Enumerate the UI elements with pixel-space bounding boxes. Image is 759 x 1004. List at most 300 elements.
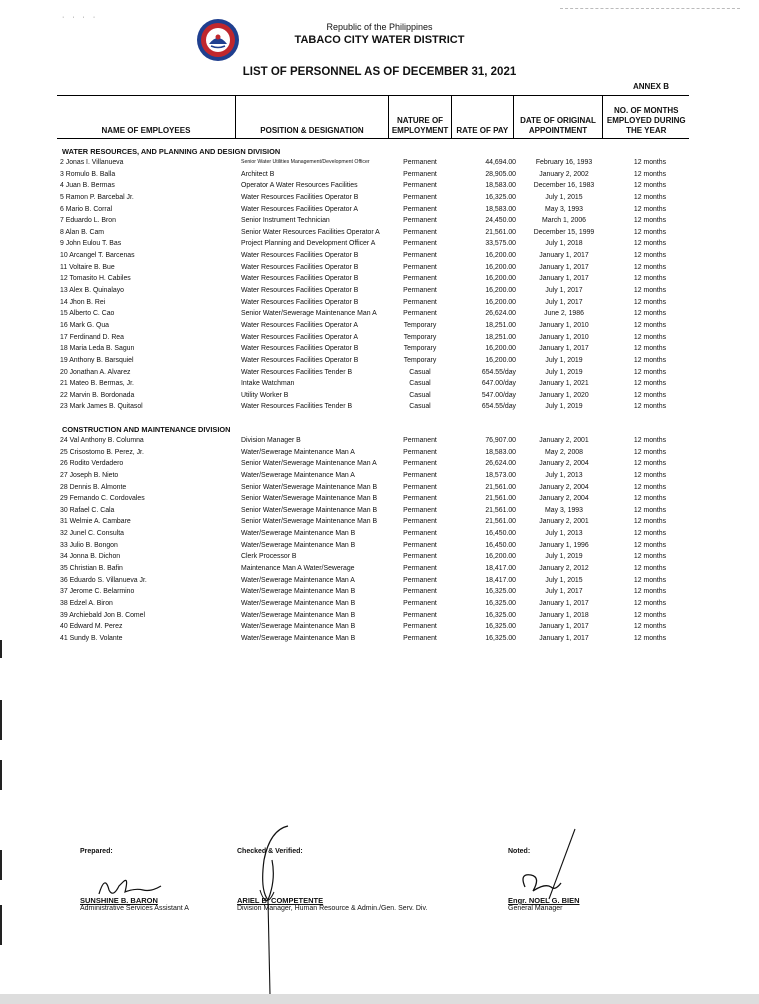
rate-of-pay: 18,251.00 (485, 333, 516, 341)
months-employed: 12 months (633, 321, 667, 329)
original-appointment-date: December 15, 1999 (533, 228, 595, 236)
months-employed: 12 months (633, 391, 667, 399)
months-employed: 12 months (633, 588, 667, 596)
nature-of-employment: Permanent (403, 541, 437, 549)
table-row (60, 169, 690, 181)
employee-name: 29 Fernando C. Cordovales (60, 495, 145, 503)
rate-of-pay: 647.00/day (481, 380, 516, 388)
months-employed: 12 months (633, 228, 667, 236)
nature-of-employment: Permanent (403, 483, 437, 491)
position-designation: Water Resources Facilities Tender B (241, 403, 353, 411)
col-header-position: POSITION & DESIGNATION (235, 95, 388, 139)
rate-of-pay: 18,417.00 (485, 565, 516, 573)
rate-of-pay: 16,200.00 (485, 275, 516, 283)
months-employed: 12 months (633, 518, 667, 526)
employee-name: 9 John Eulou T. Bas (60, 240, 122, 248)
employee-name: 3 Romulo B. Balla (60, 170, 116, 178)
original-appointment-date: July 1, 2017 (545, 287, 583, 295)
rate-of-pay: 16,325.00 (485, 611, 516, 619)
table-row (60, 540, 690, 552)
table-row (60, 621, 690, 633)
rate-of-pay: 21,561.00 (485, 518, 516, 526)
position-designation: Water Resources Facilities Operator B (241, 263, 359, 271)
table-row (60, 308, 690, 320)
months-employed: 12 months (633, 553, 667, 561)
position-designation: Water Resources Facilities Operator B (241, 356, 359, 364)
rate-of-pay: 28,905.00 (485, 170, 516, 178)
months-employed: 12 months (633, 205, 667, 213)
republic-label: Republic of the Philippines (326, 22, 433, 32)
months-employed: 12 months (633, 495, 667, 503)
rate-of-pay: 16,200.00 (485, 252, 516, 260)
original-appointment-date: January 2, 2001 (539, 518, 589, 526)
nature-of-employment: Permanent (403, 170, 437, 178)
employee-name: 38 Edzel A. Biron (60, 599, 113, 607)
nature-of-employment: Permanent (403, 495, 437, 503)
position-designation: Senior Water/Sewerage Maintenance Man B (241, 506, 378, 514)
original-appointment-date: July 1, 2019 (545, 403, 583, 411)
nature-of-employment: Permanent (403, 506, 437, 514)
months-employed: 12 months (633, 506, 667, 514)
nature-of-employment: Permanent (403, 240, 437, 248)
position-designation: Architect B (241, 170, 275, 178)
scan-specks: · · · · (62, 14, 99, 21)
original-appointment-date: January 2, 2012 (539, 565, 589, 573)
months-employed: 12 months (633, 240, 667, 248)
rate-of-pay: 18,583.00 (485, 182, 516, 190)
rate-of-pay: 21,561.00 (485, 495, 516, 503)
nature-of-employment: Permanent (403, 159, 437, 166)
table-row (60, 204, 690, 216)
original-appointment-date: June 2, 1986 (544, 310, 584, 318)
original-appointment-date: July 1, 2019 (545, 553, 583, 561)
employee-name: 26 Rodito Verdadero (60, 460, 124, 468)
table-row (60, 633, 690, 645)
scan-edge-mark (0, 700, 2, 740)
original-appointment-date: July 1, 2017 (545, 588, 583, 596)
rate-of-pay: 18,583.00 (485, 205, 516, 213)
rate-of-pay: 16,450.00 (485, 530, 516, 538)
rate-of-pay: 547.00/day (481, 391, 516, 399)
nature-of-employment: Temporary (403, 345, 437, 353)
checked-label: Checked & Verified: (237, 848, 303, 855)
prepared-signatory: SUNSHINE B. BARON Administrative Services Assistant A (80, 896, 189, 912)
nature-of-employment: Temporary (403, 356, 437, 364)
position-designation: Water/Sewerage Maintenance Man B (241, 634, 356, 642)
nature-of-employment: Casual (409, 380, 431, 388)
table-row (60, 238, 690, 250)
original-appointment-date: January 1, 2010 (539, 321, 589, 329)
original-appointment-date: December 16, 1983 (533, 182, 595, 190)
table-row (60, 273, 690, 285)
original-appointment-date: January 1, 1996 (539, 541, 589, 549)
original-appointment-date: July 1, 2015 (545, 576, 583, 584)
months-employed: 12 months (633, 333, 667, 341)
rate-of-pay: 16,200.00 (485, 298, 516, 306)
position-designation: Intake Watchman (241, 380, 295, 388)
original-appointment-date: July 1, 2018 (545, 240, 583, 248)
noted-signature-icon (515, 825, 585, 905)
employee-name: 40 Edward M. Perez (60, 623, 123, 631)
rate-of-pay: 654.55/day (481, 368, 516, 376)
rate-of-pay: 21,561.00 (485, 506, 516, 514)
nature-of-employment: Permanent (403, 205, 437, 213)
original-appointment-date: January 2, 2001 (539, 437, 589, 444)
months-employed: 12 months (633, 217, 667, 225)
employee-name: 2 Jonas I. Villanueva (60, 159, 124, 166)
employee-name: 20 Jonathan A. Alvarez (60, 368, 131, 376)
months-employed: 12 months (633, 599, 667, 607)
nature-of-employment: Permanent (403, 217, 437, 225)
employee-name: 15 Alberto C. Cao (60, 310, 115, 318)
employee-name: 27 Joseph B. Nieto (60, 471, 119, 479)
months-employed: 12 months (633, 448, 667, 456)
rate-of-pay: 16,200.00 (485, 345, 516, 353)
employee-name: 33 Julio B. Bongon (60, 541, 118, 549)
months-employed: 12 months (633, 380, 667, 388)
rate-of-pay: 16,325.00 (485, 623, 516, 631)
nature-of-employment: Permanent (403, 228, 437, 236)
rate-of-pay: 21,561.00 (485, 483, 516, 491)
original-appointment-date: January 1, 2010 (539, 333, 589, 341)
nature-of-employment: Permanent (403, 576, 437, 584)
nature-of-employment: Casual (409, 391, 431, 399)
original-appointment-date: July 1, 2013 (545, 471, 583, 479)
rate-of-pay: 654.55/day (481, 403, 516, 411)
position-designation: Senior Instrument Technician (241, 217, 330, 225)
position-designation: Water Resources Facilities Operator B (241, 345, 359, 353)
position-designation: Water Resources Facilities Operator A (241, 333, 358, 341)
original-appointment-date: May 2, 2008 (545, 448, 583, 456)
original-appointment-date: July 1, 2019 (545, 356, 583, 364)
employee-name: 35 Christian B. Bafin (60, 565, 123, 573)
prepared-label: Prepared: (80, 848, 113, 855)
section-title-construction: CONSTRUCTION AND MAINTENANCE DIVISION (62, 425, 231, 434)
table-row (60, 435, 690, 447)
position-designation: Water/Sewerage Maintenance Man A (241, 576, 355, 584)
months-employed: 12 months (633, 576, 667, 584)
nature-of-employment: Permanent (403, 298, 437, 306)
original-appointment-date: January 1, 2020 (539, 391, 589, 399)
nature-of-employment: Temporary (403, 333, 437, 341)
nature-of-employment: Permanent (403, 193, 437, 201)
employee-name: 14 Jhon B. Rei (60, 298, 106, 306)
nature-of-employment: Permanent (403, 287, 437, 295)
position-designation: Water Resources Facilities Tender B (241, 368, 353, 376)
position-designation: Water/Sewerage Maintenance Man B (241, 541, 356, 549)
section-rows-water-resources (60, 157, 690, 413)
document-header (0, 22, 759, 47)
table-row (60, 505, 690, 517)
col-header-name: NAME OF EMPLOYEES (57, 95, 235, 139)
employee-name: 24 Val Anthony B. Columna (60, 437, 144, 444)
nature-of-employment: Casual (409, 403, 431, 411)
position-designation: Water/Sewerage Maintenance Man B (241, 611, 356, 619)
months-employed: 12 months (633, 471, 667, 479)
table-row (60, 157, 690, 169)
position-designation: Senior Water Resources Facilities Operator A (241, 228, 380, 236)
rate-of-pay: 21,561.00 (485, 228, 516, 236)
nature-of-employment: Temporary (403, 321, 437, 329)
employee-name: 10 Arcangel T. Barcenas (60, 252, 135, 260)
employee-name: 5 Ramon P. Barcebal Jr. (60, 193, 134, 201)
position-designation: Utility Worker B (241, 391, 289, 399)
scan-edge-mark (0, 905, 2, 945)
rate-of-pay: 16,200.00 (485, 263, 516, 271)
position-designation: Senior Water/Sewerage Maintenance Man A (241, 310, 377, 318)
col-header-nature: NATURE OF EMPLOYMENT (389, 95, 452, 139)
months-employed: 12 months (633, 345, 667, 353)
months-employed: 12 months (633, 611, 667, 619)
rate-of-pay: 76,907.00 (485, 437, 516, 444)
table-row (60, 575, 690, 587)
employee-name: 19 Anthony B. Barsquiel (60, 356, 134, 364)
months-employed: 12 months (633, 483, 667, 491)
position-designation: Senior Water Utilities Management/Development Officer (241, 159, 370, 165)
position-designation: Operator A Water Resources Facilities (241, 182, 358, 190)
section-rows-construction (60, 435, 690, 645)
months-employed: 12 months (633, 252, 667, 260)
table-row (60, 598, 690, 610)
months-employed: 12 months (633, 159, 667, 166)
nature-of-employment: Permanent (403, 553, 437, 561)
table-row (60, 378, 690, 390)
original-appointment-date: January 1, 2017 (539, 634, 589, 642)
table-row (60, 610, 690, 622)
table-header (57, 95, 689, 139)
table-row (60, 516, 690, 528)
position-designation: Water Resources Facilities Operator B (241, 193, 359, 201)
rate-of-pay: 26,624.00 (485, 310, 516, 318)
checked-signatory: ARIEL B. COMPETENTE Division Manager, Human Resource & Admin./Gen. Serv. Div. (237, 896, 428, 912)
document-title: LIST OF PERSONNEL AS OF DECEMBER 31, 2021 (242, 66, 517, 78)
months-employed: 12 months (633, 298, 667, 306)
nature-of-employment: Permanent (403, 275, 437, 283)
rate-of-pay: 16,325.00 (485, 588, 516, 596)
position-designation: Senior Water/Sewerage Maintenance Man B (241, 518, 378, 526)
employee-name: 18 Maria Leda B. Sagun (60, 345, 135, 353)
position-designation: Water Resources Facilities Operator A (241, 321, 358, 329)
nature-of-employment: Casual (409, 368, 431, 376)
position-designation: Water Resources Facilities Operator B (241, 252, 359, 260)
table-row (60, 227, 690, 239)
noted-signatory: Engr. NOEL G. BIEN General Manager (508, 896, 580, 912)
employee-name: 41 Sundy B. Volante (60, 634, 123, 642)
table-row (60, 528, 690, 540)
table-row (60, 285, 690, 297)
months-employed: 12 months (633, 530, 667, 538)
nature-of-employment: Permanent (403, 310, 437, 318)
position-designation: Senior Water/Sewerage Maintenance Man A (241, 460, 377, 468)
table-row (60, 470, 690, 482)
months-employed: 12 months (633, 275, 667, 283)
employee-name: 39 Archiebald Jon B. Comel (60, 611, 146, 619)
months-employed: 12 months (633, 310, 667, 318)
employee-name: 22 Marvin B. Bordonada (60, 391, 135, 399)
months-employed: 12 months (633, 287, 667, 295)
rate-of-pay: 18,583.00 (485, 448, 516, 456)
rate-of-pay: 18,417.00 (485, 576, 516, 584)
employee-name: 25 Crisostomo B. Perez, Jr. (60, 448, 144, 456)
nature-of-employment: Permanent (403, 565, 437, 573)
table-row (60, 297, 690, 309)
position-designation: Maintenance Man A Water/Sewerage (241, 565, 355, 573)
original-appointment-date: July 1, 2015 (545, 193, 583, 201)
employee-name: 23 Mark James B. Quitasol (60, 403, 143, 411)
employee-name: 28 Dennis B. Almonte (60, 483, 127, 491)
table-row (60, 215, 690, 227)
table-row (60, 563, 690, 575)
months-employed: 12 months (633, 182, 667, 190)
nature-of-employment: Permanent (403, 460, 437, 468)
col-header-date: DATE OF ORIGINAL APPOINTMENT (513, 95, 603, 139)
position-designation: Water/Sewerage Maintenance Man B (241, 588, 356, 596)
employee-name: 30 Rafael C. Cala (60, 506, 115, 514)
original-appointment-date: January 1, 2018 (539, 611, 589, 619)
position-designation: Water/Sewerage Maintenance Man B (241, 623, 356, 631)
original-appointment-date: January 1, 2017 (539, 275, 589, 283)
nature-of-employment: Permanent (403, 599, 437, 607)
original-appointment-date: January 2, 2004 (539, 460, 589, 468)
table-row (60, 355, 690, 367)
table-row (60, 250, 690, 262)
employee-name: 8 Alan B. Cam (60, 228, 105, 236)
nature-of-employment: Permanent (403, 611, 437, 619)
table-row (60, 332, 690, 344)
original-appointment-date: July 1, 2017 (545, 298, 583, 306)
rate-of-pay: 24,450.00 (485, 217, 516, 225)
table-row (60, 390, 690, 402)
original-appointment-date: January 1, 2017 (539, 263, 589, 271)
months-employed: 12 months (633, 541, 667, 549)
employee-name: 4 Juan B. Bermas (60, 182, 115, 190)
original-appointment-date: January 2, 2004 (539, 495, 589, 503)
table-row (60, 586, 690, 598)
original-appointment-date: January 1, 2017 (539, 599, 589, 607)
table-row (60, 458, 690, 470)
position-designation: Water Resources Facilities Operator B (241, 275, 359, 283)
position-designation: Water/Sewerage Maintenance Man A (241, 448, 355, 456)
scan-bottom-strip (0, 994, 759, 1004)
employee-name: 37 Jerome C. Belarmino (60, 588, 135, 596)
nature-of-employment: Permanent (403, 518, 437, 526)
section-title-water-resources: WATER RESOURCES, AND PLANNING AND DESIGN DIVISION (62, 147, 281, 156)
table-row (60, 551, 690, 563)
rate-of-pay: 16,200.00 (485, 553, 516, 561)
nature-of-employment: Permanent (403, 252, 437, 260)
table-row (60, 447, 690, 459)
original-appointment-date: May 3, 1993 (545, 205, 583, 213)
months-employed: 12 months (633, 437, 667, 444)
employee-name: 34 Jonna B. Dichon (60, 553, 121, 561)
col-header-months: NO. OF MONTHS EMPLOYED DURING THE YEAR (603, 95, 689, 139)
original-appointment-date: January 1, 2017 (539, 345, 589, 353)
position-designation: Project Planning and Development Officer A (241, 240, 376, 248)
employee-name: 12 Tomasito H. Cabiles (60, 275, 131, 283)
original-appointment-date: January 2, 2004 (539, 483, 589, 491)
nature-of-employment: Permanent (403, 530, 437, 538)
employee-name: 7 Eduardo L. Bron (60, 217, 116, 225)
position-designation: Clerk Processor B (241, 553, 297, 561)
nature-of-employment: Permanent (403, 588, 437, 596)
months-employed: 12 months (633, 634, 667, 642)
scan-edge-mark (0, 760, 2, 790)
district-name: TABACO CITY WATER DISTRICT (294, 34, 465, 46)
table-row (60, 320, 690, 332)
nature-of-employment: Permanent (403, 471, 437, 479)
original-appointment-date: March 1, 2006 (541, 217, 587, 225)
employee-name: 16 Mark G. Qua (60, 321, 110, 329)
employee-name: 17 Ferdinand D. Rea (60, 333, 124, 341)
rate-of-pay: 16,325.00 (485, 193, 516, 201)
position-designation: Senior Water/Sewerage Maintenance Man B (241, 483, 378, 491)
rate-of-pay: 16,325.00 (485, 634, 516, 642)
original-appointment-date: February 16, 1993 (535, 159, 593, 166)
original-appointment-date: January 2, 2002 (539, 170, 589, 178)
scan-artifact (560, 8, 740, 9)
months-employed: 12 months (633, 356, 667, 364)
months-employed: 12 months (633, 565, 667, 573)
original-appointment-date: January 1, 2017 (539, 252, 589, 260)
rate-of-pay: 16,325.00 (485, 599, 516, 607)
rate-of-pay: 18,251.00 (485, 321, 516, 329)
annex-label: ANNEX B (632, 82, 669, 91)
months-employed: 12 months (633, 193, 667, 201)
position-designation: Division Manager B (241, 437, 301, 444)
employee-name: 36 Eduardo S. Villanueva Jr. (60, 576, 147, 584)
employee-name: 31 Welmie A. Cambare (60, 518, 131, 526)
noted-label: Noted: (508, 848, 531, 855)
employee-name: 11 Voltaire B. Bue (60, 263, 115, 271)
position-designation: Water Resources Facilities Operator B (241, 298, 359, 306)
months-employed: 12 months (633, 460, 667, 468)
table-row (60, 482, 690, 494)
rate-of-pay: 44,694.00 (485, 159, 516, 166)
position-designation: Water/Sewerage Maintenance Man A (241, 471, 355, 479)
employee-name: 13 Alex B. Quinalayo (60, 287, 124, 295)
scan-edge-mark (0, 850, 2, 880)
position-designation: Water/Sewerage Maintenance Man B (241, 599, 356, 607)
nature-of-employment: Permanent (403, 437, 437, 444)
original-appointment-date: July 1, 2013 (545, 530, 583, 538)
months-employed: 12 months (633, 623, 667, 631)
rate-of-pay: 16,200.00 (485, 356, 516, 364)
rate-of-pay: 16,200.00 (485, 287, 516, 295)
table-row (60, 192, 690, 204)
original-appointment-date: May 3, 1993 (545, 506, 583, 514)
table-row (60, 180, 690, 192)
col-header-rate: RATE OF PAY (452, 95, 514, 139)
nature-of-employment: Permanent (403, 634, 437, 642)
table-row (60, 343, 690, 355)
position-designation: Water Resources Facilities Operator A (241, 205, 358, 213)
position-designation: Water/Sewerage Maintenance Man B (241, 530, 356, 538)
table-row (60, 401, 690, 413)
table-row (60, 493, 690, 505)
months-employed: 12 months (633, 263, 667, 271)
rate-of-pay: 26,624.00 (485, 460, 516, 468)
rate-of-pay: 18,573.00 (485, 471, 516, 479)
position-designation: Senior Water/Sewerage Maintenance Man B (241, 495, 378, 503)
months-employed: 12 months (633, 403, 667, 411)
nature-of-employment: Permanent (403, 263, 437, 271)
rate-of-pay: 33,575.00 (485, 240, 516, 248)
nature-of-employment: Permanent (403, 623, 437, 631)
original-appointment-date: July 1, 2019 (545, 368, 583, 376)
employee-name: 21 Mateo B. Bermas, Jr. (60, 380, 134, 388)
table-row (60, 262, 690, 274)
nature-of-employment: Permanent (403, 448, 437, 456)
